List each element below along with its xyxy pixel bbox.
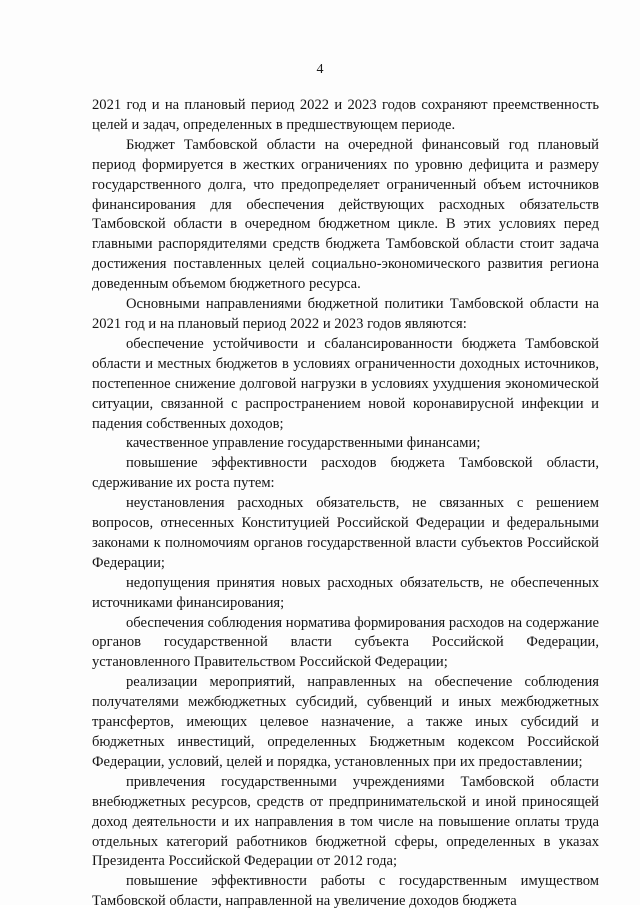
sub-item-expense-norm: обеспечения соблюдения норматива формирования расходов на содержание органов государственной власти субъекта Российской Федерации, установленного Правительством Российской Федерации; [92, 614, 599, 671]
list-item-property-management: повышение эффективности работы с государственным имуществом Тамбовской области, направленной на увеличение доходов бюджета [92, 873, 599, 910]
paragraph-policy-directions: Основными направлениями бюджетной политики Тамбовской области на 2021 год и на плановый период 2022 и 2023 годов являются: [92, 296, 599, 332]
paragraph-continuation: 2021 год и на плановый период 2022 и 2023 годов сохраняют преемственность целей и задач, определенных в предшествующем периоде. [92, 97, 599, 133]
list-item-stability: обеспечение устойчивости и сбалансированности бюджета Тамбовской области и местных бюджетов в условиях ограниченности доходных источников, постепенное снижение долговой нагрузки в условиях ухудшения экономической ситуации, связанной с распространением новой коронавирусной инфекции и падения собственных доходов; [92, 335, 599, 432]
sub-item-no-new-obligations: неустановления расходных обязательств, не связанных с решением вопросов, отнесенных Конституцией Российской Федерации и федеральными законами к полномочиям органов государственной власти субъектов Российской Федерации; [92, 495, 599, 571]
document-body [92, 96, 599, 912]
paragraph-budget-constraints: Бюджет Тамбовской области на очередной финансовый год плановый период формируется в жестких ограничениях по уровню дефицита и размеру государственного долга, что предопределяет ограниченный объем источников финансирования для обеспечения действующих расходных обязательств Тамбовской области в очередном бюджетном цикле. В этих условиях перед главными распорядителями средств бюджета Тамбовской области стоит задача достижения поставленных целей социально-экономического развития региона доведенным объемом бюджетного ресурса. [92, 136, 599, 293]
sub-item-extrabudgetary: привлечения государственными учреждениями Тамбовской области внебюджетных ресурсов, средств от предпринимательской и иной приносящей доход деятельности и их направления в том числе на повышение оплаты труда отдельных категорий работников бюджетной сферы, определенных в указах Президента Российской Федерации от 2012 года; [92, 773, 599, 870]
sub-item-unfunded-obligations: недопущения принятия новых расходных обязательств, не обеспеченных источниками финансирования; [92, 574, 599, 611]
page-number: 4 [316, 62, 324, 77]
list-item-expense-efficiency: повышение эффективности расходов бюджета Тамбовской области, сдерживание их роста путем: [92, 455, 599, 492]
sub-item-transfers-compliance: реализации мероприятий, направленных на обеспечение соблюдения получателями межбюджетных субсидий, субвенций и иных межбюджетных трансфертов, имеющих целевое назначение, а также иных субсидий и бюджетных инвестиций, определенных Бюджетным кодексом Российской Федерации, условий, целей и порядка, установленных при их предоставлении; [92, 674, 599, 770]
list-item-finance-management: качественное управление государственными финансами; [126, 435, 481, 452]
